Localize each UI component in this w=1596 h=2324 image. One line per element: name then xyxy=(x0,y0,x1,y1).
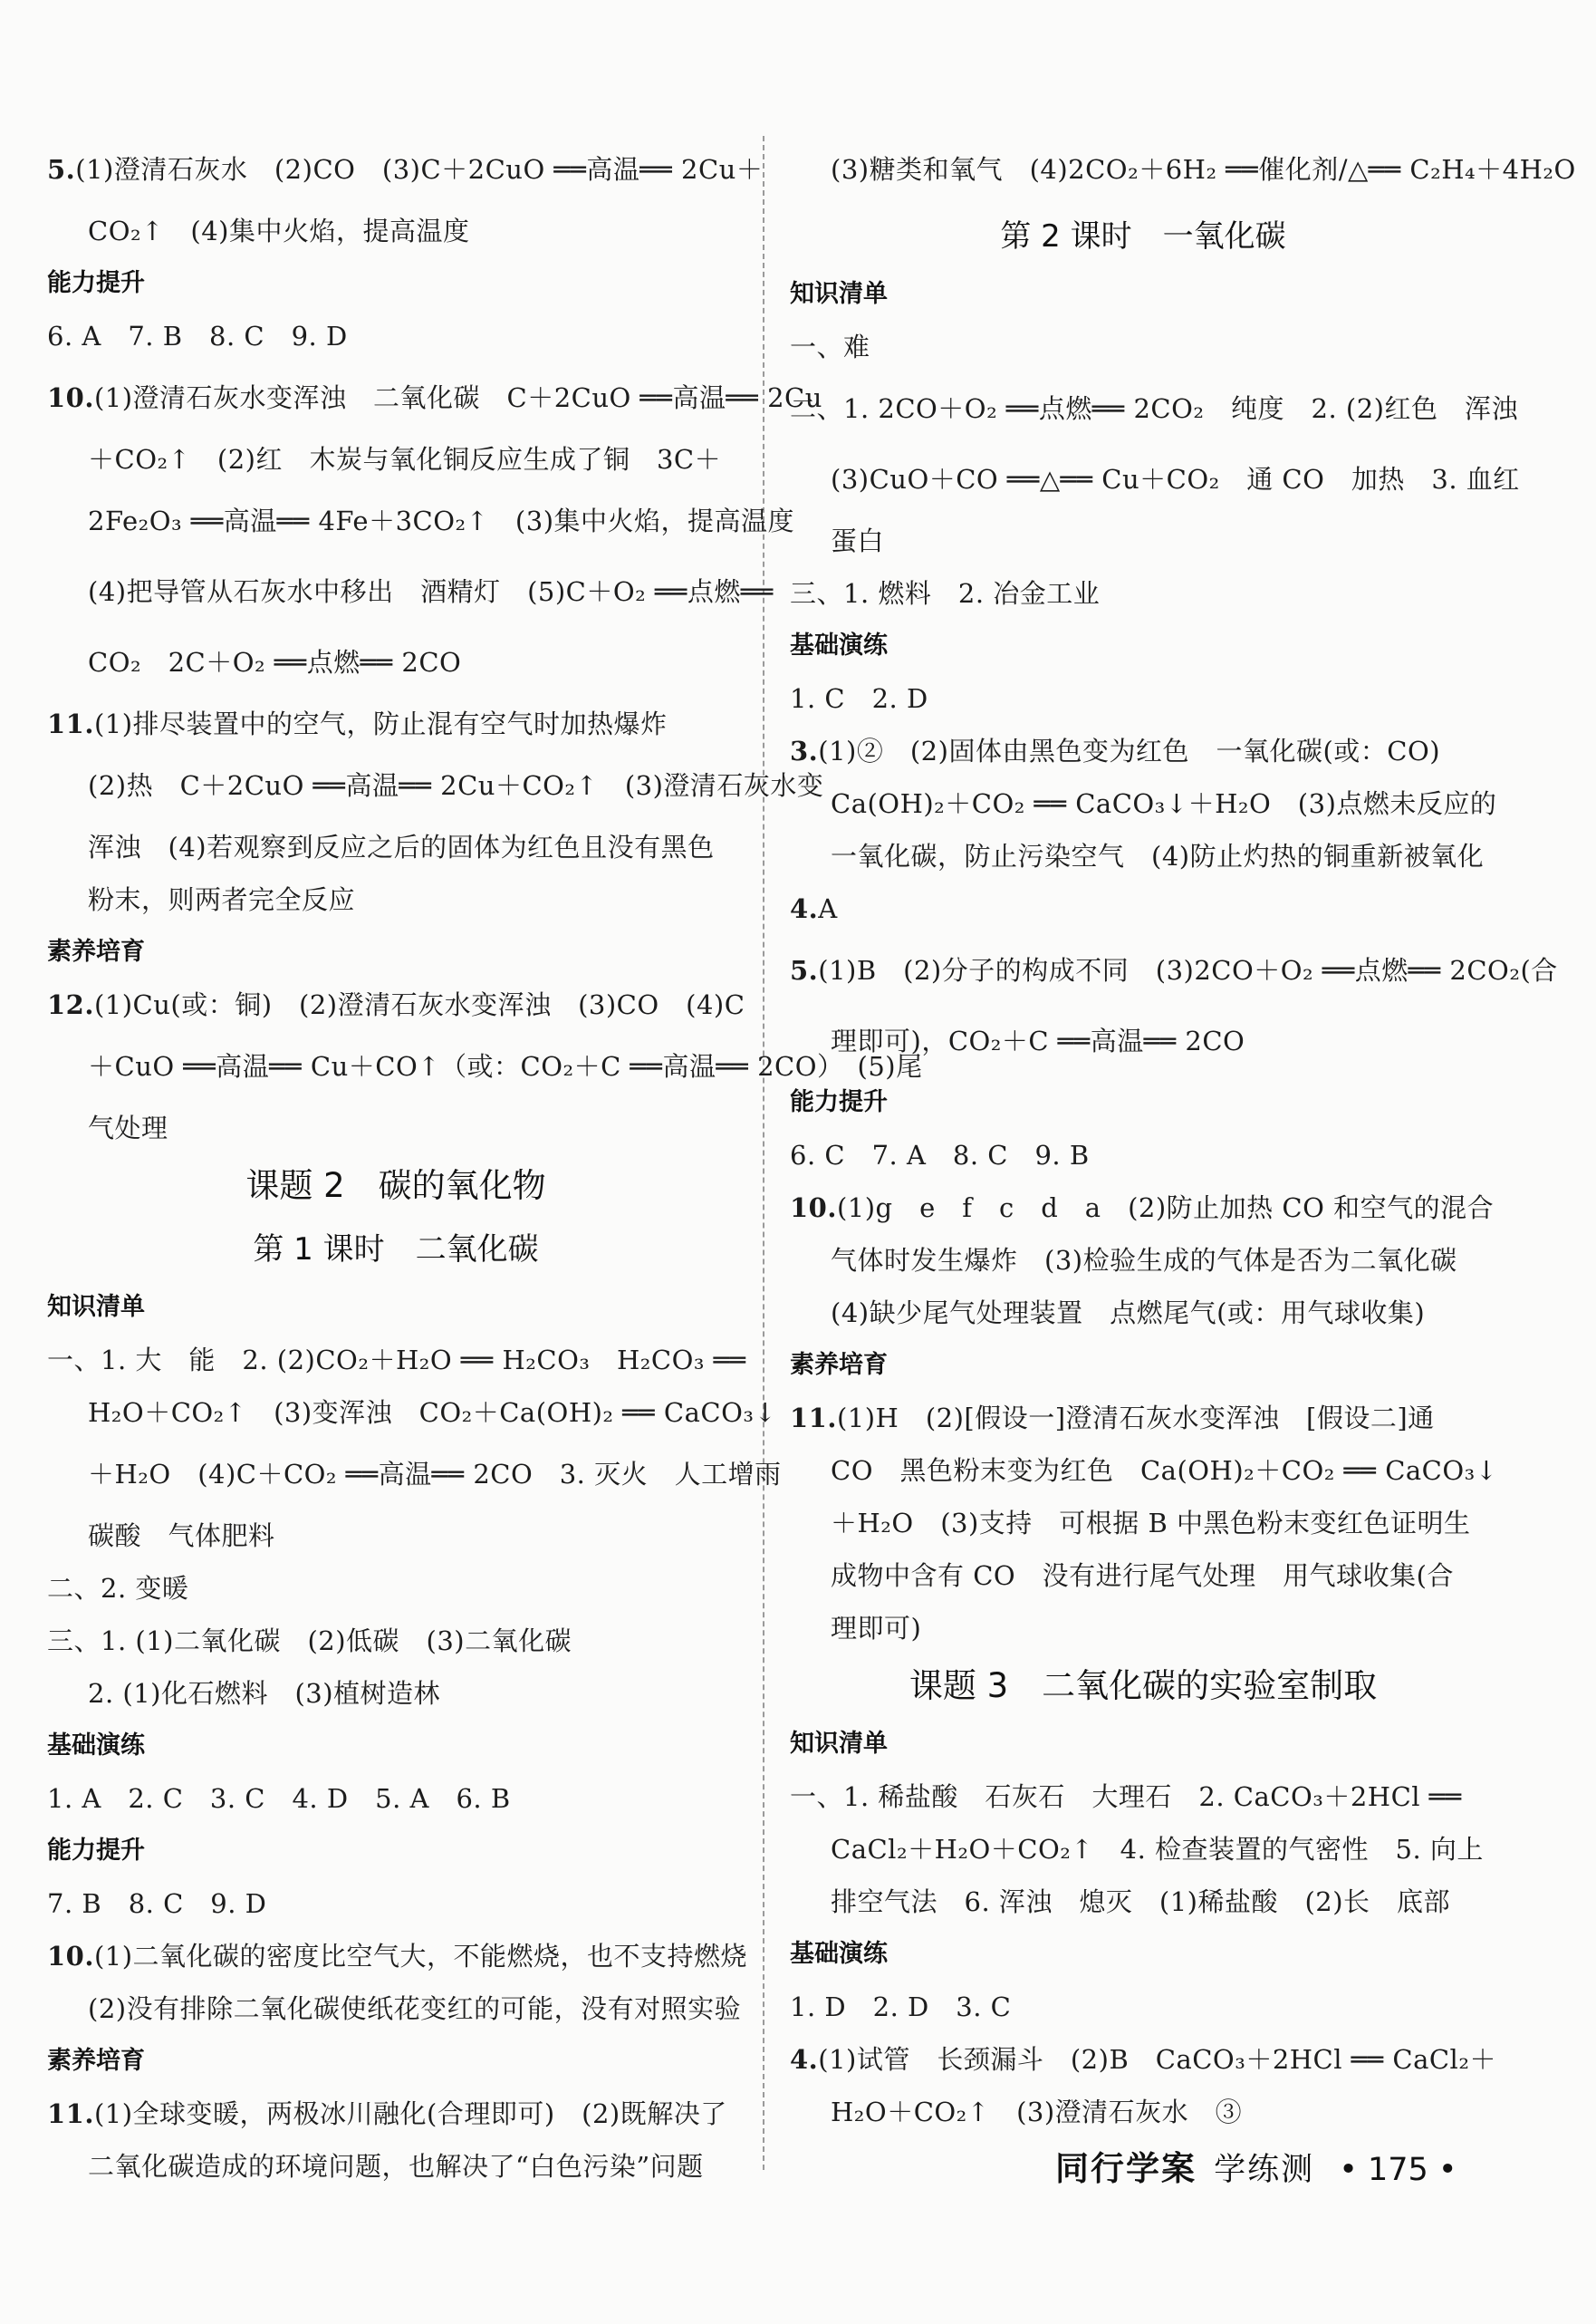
page-number: • 175 • xyxy=(1339,2152,1457,2188)
question-number: 4. xyxy=(790,2044,819,2075)
question-number: 11. xyxy=(47,709,94,739)
section-label: 基础演练 xyxy=(790,632,888,660)
answer-line xyxy=(47,362,822,433)
answer-line xyxy=(47,1982,745,2035)
section-label: 素养培育 xyxy=(47,2047,145,2075)
answer-line xyxy=(790,725,1496,777)
answer-line xyxy=(790,1602,1496,1654)
answer-text: H₂O＋CO₂↑ (3)澄清石灰水 ③ xyxy=(831,2097,1243,2127)
answer-text: 一氧化碳，防止污染空气 (4)防止灼热的铜重新被氧化 xyxy=(831,841,1485,872)
answer-text: (1)二氧化碳的密度比空气大，不能燃烧，也不支持燃烧 xyxy=(93,1941,748,1972)
answer-line xyxy=(47,1667,745,1720)
answer-line xyxy=(47,433,745,486)
answer-text: (1)g e f c d a (2)防止加热 CO 和空气的混合 xyxy=(836,1192,1495,1223)
question-number: 10. xyxy=(47,382,94,413)
section-heading: 第 2 课时 一氧化碳 xyxy=(1000,218,1286,255)
answer-text: H₂O＋CO₂↑ (3)变浑浊 CO₂＋Ca(OH)₂ ══ CaCO₃↓ xyxy=(88,1397,777,1428)
answer-text: (2)热 C＋2CuO ══高温══ 2Cu＋CO₂↑ (3)澄清石灰水变 xyxy=(88,770,824,801)
answer-text: 2. (1)化石燃料 (3)植树造林 xyxy=(88,1678,441,1709)
answer-text: (4)把导管从石灰水中移出 酒精灯 (5)C＋O₂ ══点燃══ xyxy=(88,576,774,607)
answer-text: 理即可) xyxy=(831,1613,922,1644)
column-divider xyxy=(763,136,764,2170)
answer-line xyxy=(47,1772,745,1825)
answer-text: (3)糖类和氧气 (4)2CO₂＋6H₂ ══催化剂/△══ C₂H₄＋4H₂O xyxy=(831,154,1576,185)
answer-text: 7. B 8. C 9. D xyxy=(47,1888,267,1919)
answer-line xyxy=(47,873,745,926)
answer-line xyxy=(790,1287,1496,1339)
answer-text: 一、1. 大 能 2. (2)CO₂＋H₂O ══ H₂CO₃ H₂CO₃ ══ xyxy=(47,1345,746,1375)
answer-text: (1)H (2)[假设一]澄清石灰水变浑浊 [假设二]通 xyxy=(836,1403,1435,1433)
section-label: 素养培育 xyxy=(47,938,145,966)
answer-text: ＋H₂O (3)支持 可根据 B 中黑色粉末变红色证明生 xyxy=(831,1508,1471,1538)
answer-line xyxy=(47,1102,745,1154)
answer-line xyxy=(790,1981,1496,2033)
answer-text: 6. A 7. B 8. C 9. D xyxy=(47,321,348,352)
section-label: 能力提升 xyxy=(47,269,145,297)
answer-line xyxy=(47,1877,745,1930)
answer-text: (1)排尽装置中的空气，防止混有空气时加热爆炸 xyxy=(93,709,668,739)
answer-text: 6. C 7. A 8. C 9. B xyxy=(790,1140,1090,1171)
answer-text: A xyxy=(818,893,838,924)
answer-line xyxy=(790,1823,1496,1876)
answer-line xyxy=(47,979,745,1031)
answer-text: CO₂↑ (4)集中火焰，提高温度 xyxy=(88,216,470,246)
answer-line xyxy=(47,627,745,698)
section-heading: 第 1 课时 二氧化碳 xyxy=(253,1231,539,1268)
answer-text: 三、1. 燃料 2. 冶金工业 xyxy=(790,578,1101,609)
answer-line xyxy=(790,1181,1496,1234)
answer-line xyxy=(790,1497,1496,1549)
answer-text: (1)② (2)固体由黑色变为红色 一氧化碳(或：CO) xyxy=(818,736,1441,767)
answer-line xyxy=(790,321,1496,373)
question-number: 10. xyxy=(790,1192,837,1223)
answer-line xyxy=(790,777,1496,830)
answer-line xyxy=(47,2140,745,2193)
answer-line xyxy=(790,2033,1496,2086)
answer-text: CO₂ 2C＋O₂ ══点燃══ 2CO xyxy=(88,647,462,678)
answer-line xyxy=(790,444,1520,515)
answer-line xyxy=(47,1509,745,1562)
section-label: 能力提升 xyxy=(790,1088,888,1116)
right-column xyxy=(790,134,1576,2138)
answer-text: 三、1. (1)二氧化碳 (2)低碳 (3)二氧化碳 xyxy=(47,1625,572,1656)
answer-line xyxy=(47,1439,782,1509)
answer-text: ＋H₂O (4)C＋CO₂ ══高温══ 2CO 3. 灭火 人工增雨 xyxy=(88,1459,782,1490)
answer-text: (4)缺少尾气处理装置 点燃尾气(或：用气球收集) xyxy=(831,1297,1426,1328)
section-label: 能力提升 xyxy=(47,1837,145,1865)
answer-text: 2Fe₂O₃ ══高温══ 4Fe＋3CO₂↑ (3)集中火焰，提高温度 xyxy=(88,506,795,536)
answer-line xyxy=(790,1770,1496,1823)
answer-text: (1)澄清石灰水 (2)CO (3)C＋2CuO ══高温══ 2Cu＋ xyxy=(75,154,764,185)
answer-line xyxy=(790,882,1496,935)
answer-text: 成物中含有 CO 没有进行尾气处理 用气球收集(合 xyxy=(831,1560,1454,1591)
section-label: 知识清单 xyxy=(790,280,888,308)
answer-text: (3)CuO＋CO ══△══ Cu＋CO₂ 通 CO 加热 3. 血红 xyxy=(831,464,1520,495)
answer-text: 气处理 xyxy=(88,1113,168,1143)
answer-line xyxy=(47,134,764,205)
answer-line xyxy=(790,935,1558,1006)
answer-text: CO 黑色粉末变为红色 Ca(OH)₂＋CO₂ ══ CaCO₃↓ xyxy=(831,1455,1498,1486)
answer-line xyxy=(47,2088,745,2140)
answer-text: 气体时发生爆炸 (3)检验生成的气体是否为二氧化碳 xyxy=(831,1245,1457,1276)
question-number: 5. xyxy=(790,955,819,986)
answer-text: 二、1. 2CO＋O₂ ══点燃══ 2CO₂ 纯度 2. (2)红色 浑浊 xyxy=(790,393,1518,424)
section-heading: 课题 3 二氧化碳的实验室制取 xyxy=(909,1666,1378,1705)
question-number: 11. xyxy=(790,1403,837,1433)
section-label: 素养培育 xyxy=(790,1351,888,1379)
footer-subtitle: 学练测 xyxy=(1214,2152,1315,2188)
answer-text: 理即可)，CO₂＋C ══高温══ 2CO xyxy=(831,1026,1245,1056)
answer-text: (1)B (2)分子的构成不同 (3)2CO＋O₂ ══点燃══ 2CO₂(合 xyxy=(818,955,1558,986)
answer-text: 浑浊 (4)若观察到反应之后的固体为红色且没有黑色 xyxy=(88,832,715,863)
answer-text: 粉末，则两者完全反应 xyxy=(88,884,356,915)
answer-line xyxy=(47,698,745,750)
page-footer xyxy=(1055,2141,1457,2190)
answer-text: CaCl₂＋H₂O＋CO₂↑ 4. 检查装置的气密性 5. 向上 xyxy=(831,1834,1484,1865)
answer-text: 1. A 2. C 3. C 4. D 5. A 6. B xyxy=(47,1783,511,1814)
answer-line xyxy=(790,1549,1496,1602)
footer-brand: 同行学案 xyxy=(1055,2149,1197,2188)
answer-line xyxy=(47,1615,745,1667)
answer-line xyxy=(790,1392,1496,1444)
answer-line xyxy=(47,1562,745,1615)
answer-line xyxy=(790,1444,1496,1497)
answer-text: ＋CO₂↑ (2)红 木炭与氧化铜反应生成了铜 3C＋ xyxy=(88,444,722,475)
section-heading: 课题 2 碳的氧化物 xyxy=(245,1166,546,1205)
answer-text: Ca(OH)₂＋CO₂ ══ CaCO₃↓＋H₂O (3)点燃未反应的 xyxy=(831,788,1497,819)
answer-line xyxy=(790,1234,1496,1287)
answer-line xyxy=(790,2086,1496,2138)
answer-line xyxy=(47,821,745,873)
answer-line xyxy=(790,134,1576,205)
answer-text: 二氧化碳造成的环境问题，也解决了“白色污染”问题 xyxy=(88,2151,704,2182)
answer-text: 一、1. 稀盐酸 石灰石 大理石 2. CaCO₃＋2HCl ══ xyxy=(790,1781,1462,1812)
answer-text: 1. C 2. D xyxy=(790,683,928,714)
answer-line xyxy=(47,486,795,556)
answer-line xyxy=(47,1386,777,1439)
answer-text: 1. D 2. D 3. C xyxy=(790,1991,1012,2022)
answer-text: 碳酸 气体肥料 xyxy=(88,1520,275,1551)
question-number: 3. xyxy=(790,736,819,767)
answer-line xyxy=(47,310,745,362)
answer-text: (1)试管 长颈漏斗 (2)B CaCO₃＋2HCl ══ CaCl₂＋ xyxy=(818,2044,1496,2075)
section-label: 知识清单 xyxy=(790,1730,888,1758)
answer-line xyxy=(47,556,774,627)
answer-text: (2)没有排除二氧化碳使纸花变红的可能，没有对照实验 xyxy=(88,1993,742,2024)
answer-line xyxy=(790,1876,1496,1928)
question-number: 10. xyxy=(47,1941,94,1972)
section-label: 基础演练 xyxy=(790,1940,888,1968)
section-label: 知识清单 xyxy=(47,1293,145,1321)
answer-line xyxy=(790,515,1496,567)
answer-line xyxy=(790,1006,1496,1076)
answer-line xyxy=(790,830,1496,882)
question-number: 5. xyxy=(47,154,76,185)
answer-text: (1)澄清石灰水变浑浊 二氧化碳 C＋2CuO ══高温══ 2Cu xyxy=(93,382,822,413)
answer-line xyxy=(790,567,1496,620)
answer-line xyxy=(790,1129,1496,1181)
answer-line xyxy=(790,672,1496,725)
answer-text: 排空气法 6. 浑浊 熄灭 (1)稀盐酸 (2)长 底部 xyxy=(831,1886,1451,1917)
answer-text: 一、难 xyxy=(790,332,870,362)
answer-line xyxy=(790,373,1518,444)
answer-line xyxy=(47,205,745,257)
section-label: 基础演练 xyxy=(47,1731,145,1760)
answer-line xyxy=(47,1334,745,1386)
answer-text: ＋CuO ══高温══ Cu＋CO↑（或：CO₂＋C ══高温══ 2CO） (5)尾 xyxy=(88,1051,923,1082)
question-number: 11. xyxy=(47,2098,94,2129)
answer-line xyxy=(47,750,824,821)
answer-text: (1)全球变暖，两极冰川融化(合理即可) (2)既解决了 xyxy=(93,2098,727,2129)
answer-text: 二、2. 变暖 xyxy=(47,1573,189,1604)
question-number: 12. xyxy=(47,989,94,1020)
answer-text: 蛋白 xyxy=(831,526,885,556)
question-number: 4. xyxy=(790,893,819,924)
answer-line xyxy=(47,1930,748,1982)
answer-text: (1)Cu(或：铜) (2)澄清石灰水变浑浊 (3)CO (4)C xyxy=(93,989,745,1020)
